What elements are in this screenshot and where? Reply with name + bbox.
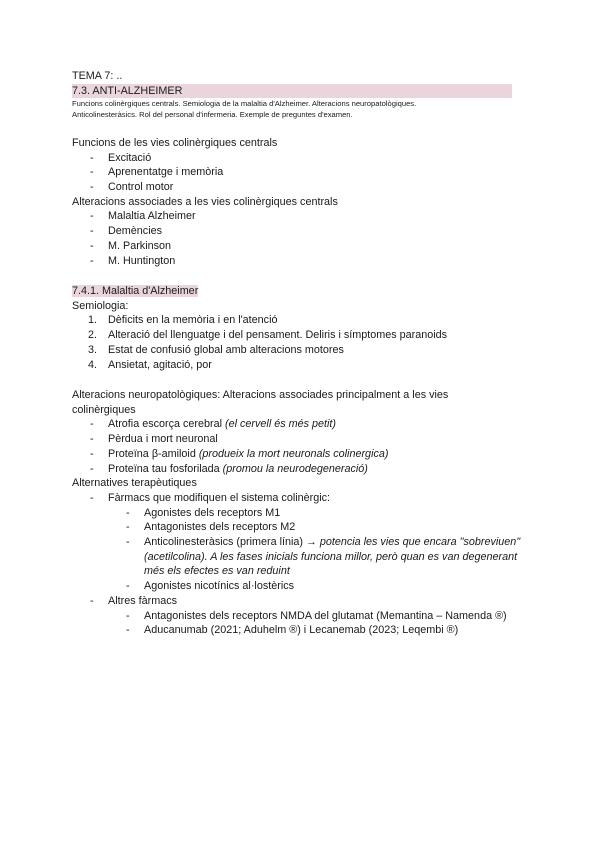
neuropathology-heading-1: Alteracions neuropatològiques: Alteracions associades principalment a les vies: [72, 389, 449, 402]
neuropathology-heading-2: colinèrgiques: [72, 403, 136, 416]
other-drugs-list: [72, 609, 532, 638]
list-item: - Malaltia Alzheimer: [90, 210, 196, 223]
document-page: [72, 69, 532, 638]
list-item: - Excitació: [90, 151, 152, 164]
list-item: - Antagonistes dels receptors M2: [126, 521, 296, 534]
list-item: 4. Ansietat, agitació, por: [88, 358, 212, 371]
list-item: - Proteïna tau fosforilada (promou la neurodegeneració): [90, 462, 368, 475]
therapeutics-heading: Alternatives terapèutiques: [72, 477, 197, 490]
subsection-heading: 7.4.1. Malaltia d'Alzheimer: [72, 285, 199, 298]
list-item: - Agonistes dels receptors M1: [126, 506, 281, 519]
list-item: - M. Huntington: [90, 254, 176, 267]
list-item: - Fàrmacs que modifiquen el sistema colinèrgic:: [90, 491, 331, 504]
list-item: 3. Estat de confusió global amb alteracions motores: [88, 343, 344, 356]
section-heading: 7.3. ANTI-ALZHEIMER: [72, 84, 512, 99]
list-item: - Demències: [90, 225, 163, 238]
list-item: - Anticolinesteràsics (primera línia) → potencia les vies que encara "sobreviuen" (acetilcolina). A les fases inicials funciona millor, però quan es van degenerant més els efectes es van reduint: [126, 536, 521, 578]
list-item: - Altres fàrmacs: [90, 594, 177, 607]
list-item: - Agonistes nicotínics al·lostèrics: [126, 580, 295, 593]
topic-title: TEMA 7: ..: [72, 70, 123, 82]
list-item: - Aprenentatge i memòria: [90, 166, 224, 179]
section-summary-2: Anticolinesteràsics. Rol del personal d'infermeria. Exemple de preguntes d'examen.: [72, 110, 353, 120]
list-item: - Pèrdua i mort neuronal: [90, 433, 218, 446]
section-summary-1: Funcions colinèrgiques centrals. Semiologia de la malaltia d'Alzheimer. Alteracions neuropatològiques.: [72, 99, 417, 109]
associated-disorders-heading: Alteracions associades a les vies colinèrgiques centrals: [72, 195, 338, 208]
cholinergic-drugs-list: [72, 506, 532, 594]
semiology-list: [72, 313, 532, 372]
arrow-icon: →: [306, 536, 317, 548]
list-item: - Atrofia escorça cerebral (el cervell és més petit): [90, 418, 337, 431]
neuropathology-list: [72, 417, 532, 476]
other-drugs-group: [72, 594, 532, 609]
associated-disorders-list: [72, 209, 532, 268]
list-item: - M. Parkinson: [90, 239, 172, 252]
list-item: - Aducanumab (2021; Aduhelm ®) i Lecanemab (2023; Leqembi ®): [126, 624, 459, 637]
list-item: 1. Dèficits en la memòria i en l'atenció: [88, 314, 278, 327]
list-item: 2. Alteració del llenguatge i del pensament. Deliris i símptomes paranoids: [88, 329, 448, 342]
list-item: - Proteïna β-amiloid (produeix la mort neuronals colinergica): [90, 447, 389, 460]
semiology-heading: Semiologia:: [72, 299, 129, 312]
list-item: - Antagonistes dels receptors NMDA del glutamat (Memantina – Namenda ®): [126, 609, 507, 622]
therapeutics-list: [72, 491, 532, 506]
list-item: - Control motor: [90, 181, 174, 194]
cholinergic-functions-list: [72, 151, 532, 195]
cholinergic-functions-heading: Funcions de les vies colinèrgiques centrals: [72, 137, 278, 150]
